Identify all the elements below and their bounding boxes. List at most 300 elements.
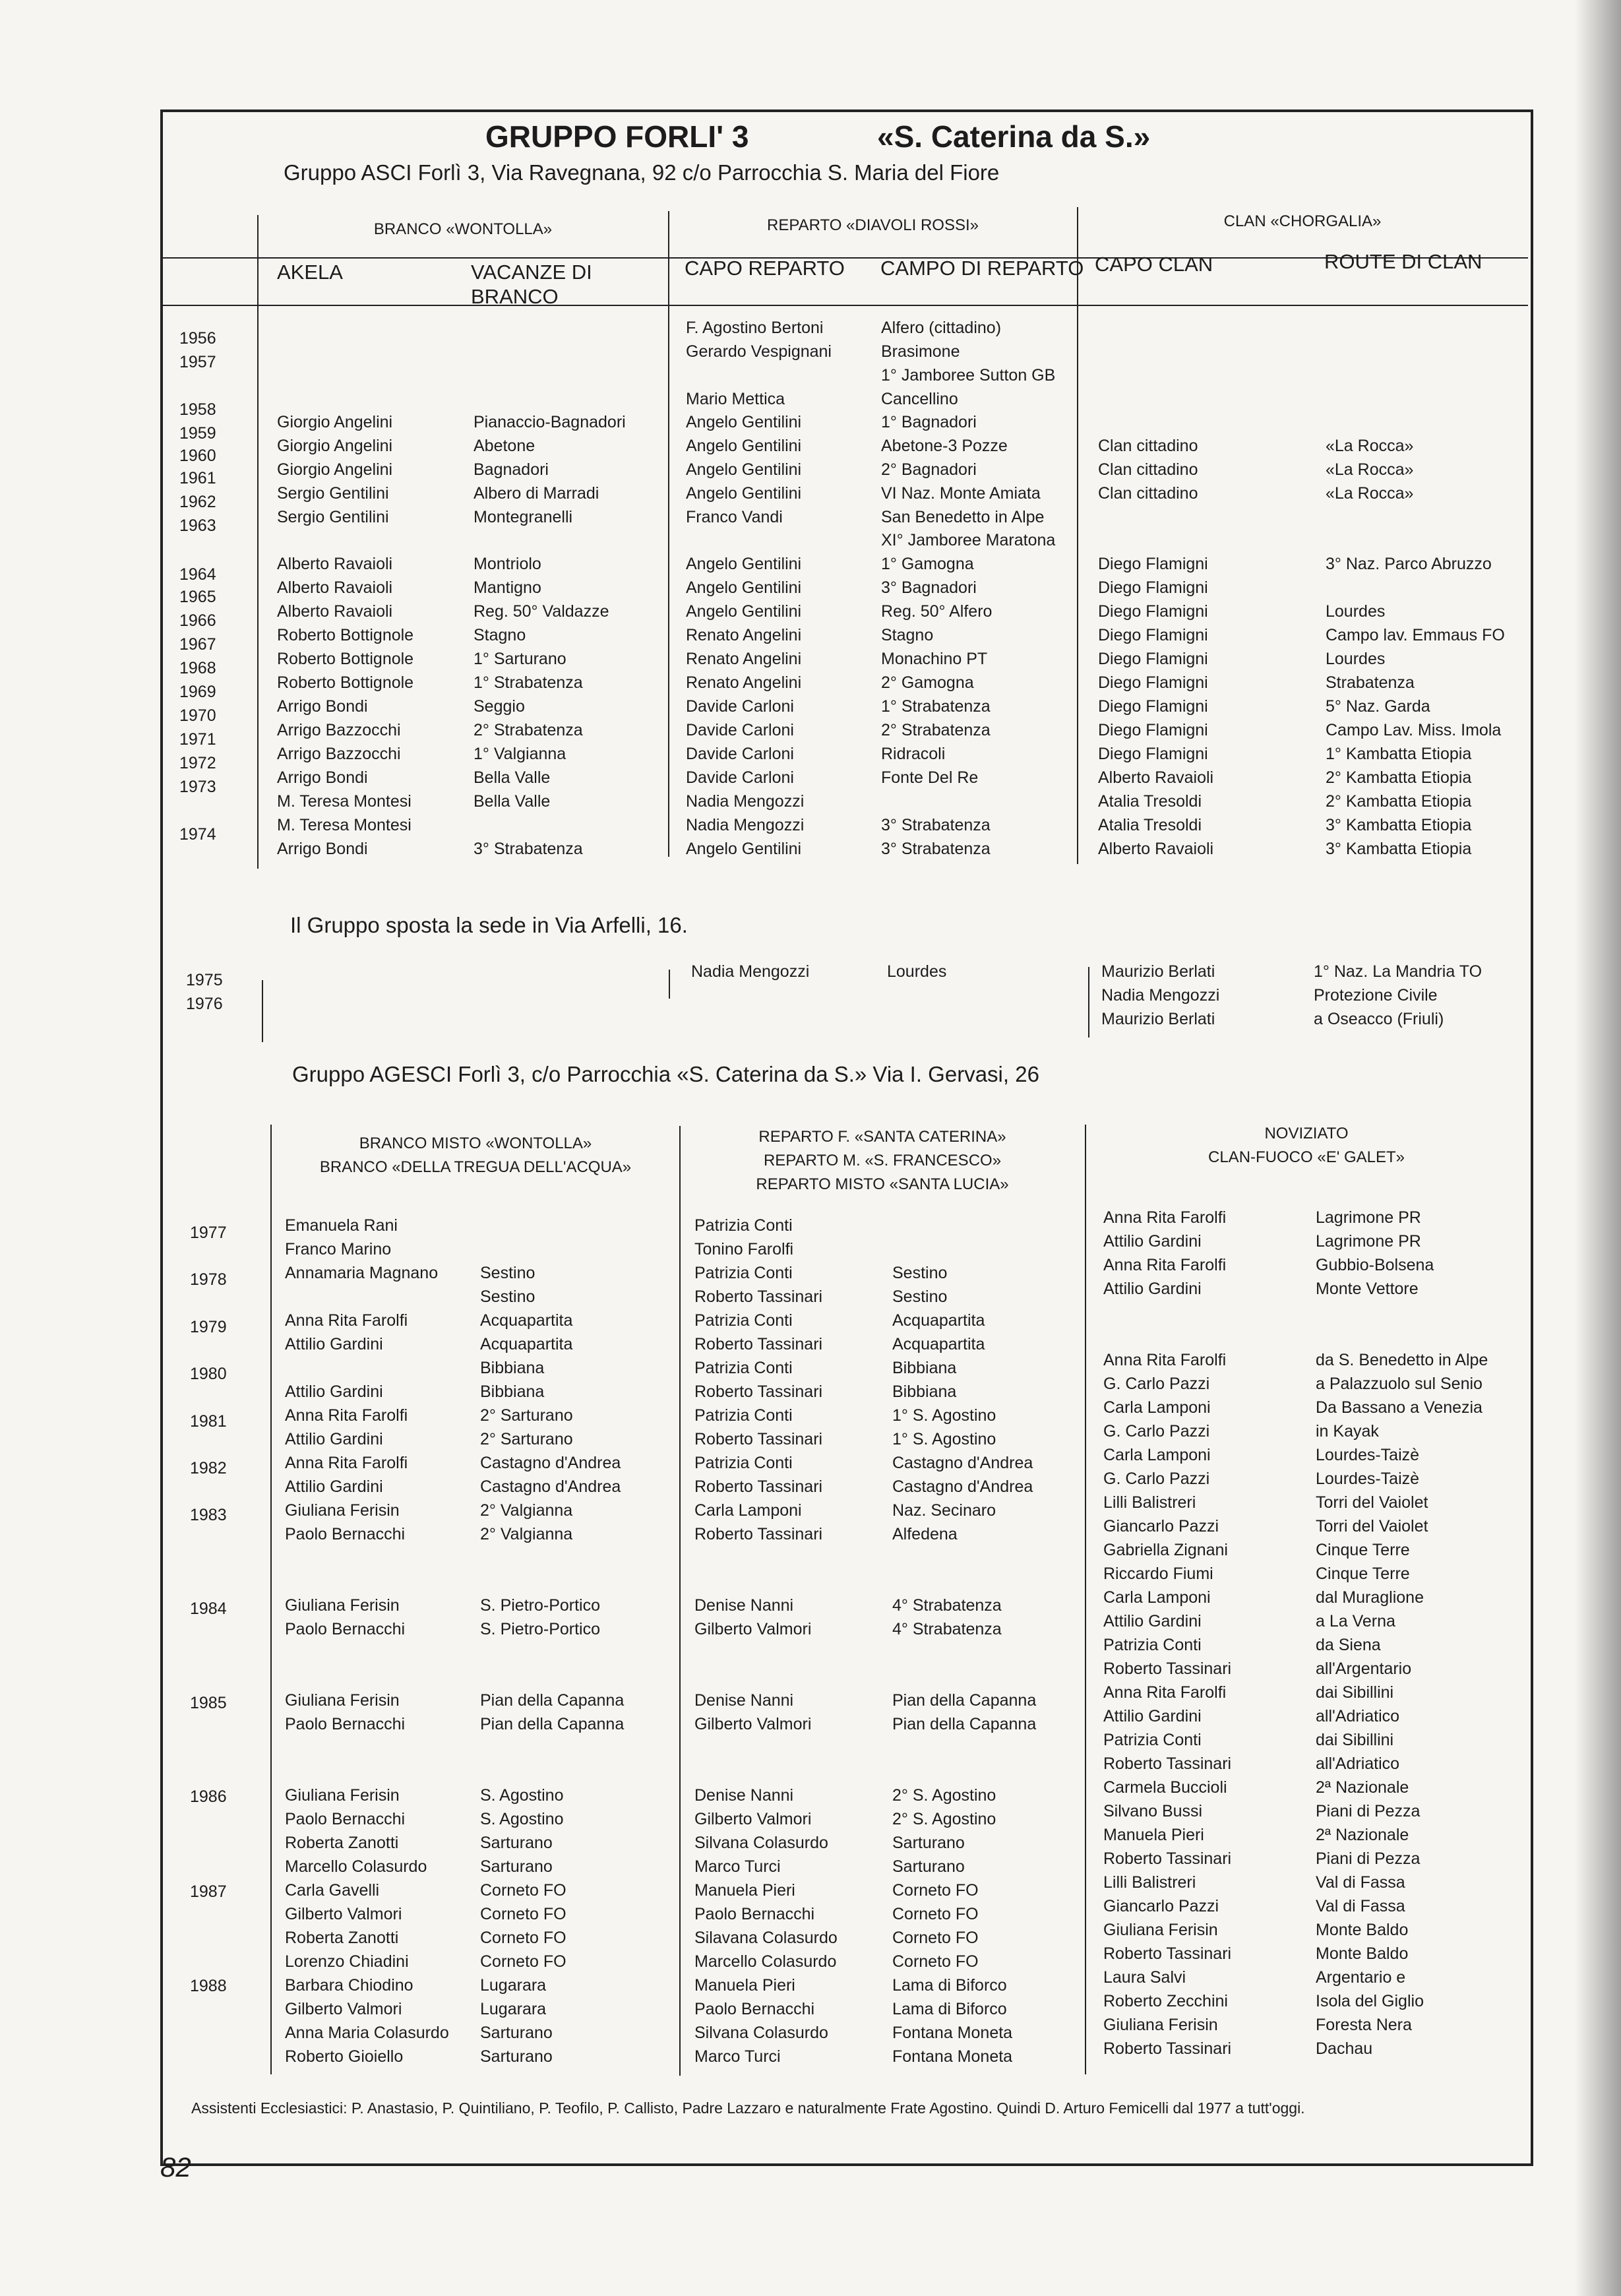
group-heading-line: BRANCO MISTO «WONTOLLA»	[359, 1134, 592, 1152]
footnote-assistenti: Assistenti Ecclesiastici: P. Anastasio, P. Quintiliano, P. Teofilo, P. Callisto, Padre Lazzaro e naturalmente Frate Agostino. Quindi D. Arturo Femicelli dal 1977 a tutt'oggi.	[191, 2099, 1305, 2117]
camp-location: Castagno d'Andrea	[892, 1477, 1033, 1496]
camp-location: 2° Strabatenza	[881, 721, 991, 739]
camp-location: 1° Sarturano	[474, 650, 566, 668]
leader-name: Roberto Tassinari	[1103, 2039, 1232, 2058]
route-location: Monte Vettore	[1316, 1280, 1419, 1298]
leader-name: Denise Nanni	[694, 1596, 794, 1615]
route-location: Lourdes	[1326, 650, 1386, 668]
leader-name: Barbara Chiodino	[285, 1976, 413, 1995]
route-location: Campo lav. Emmaus FO	[1326, 626, 1505, 644]
leader-name: Giorgio Angelini	[277, 437, 393, 455]
camp-location: Pian della Capanna	[892, 1691, 1037, 1710]
route-location: Val di Fassa	[1316, 1897, 1405, 1915]
camp-location: Castagno d'Andrea	[480, 1454, 621, 1472]
year-label: 1959	[179, 424, 216, 443]
leader-name: Denise Nanni	[694, 1786, 794, 1805]
camp-location: Abetone-3 Pozze	[881, 437, 1008, 455]
group-heading-line: NOVIZIATO	[1264, 1125, 1349, 1142]
col-vacanze-branco: BRANCO	[471, 285, 559, 308]
camp-location: 3° Strabatenza	[474, 840, 583, 858]
camp-location: 2° S. Agostino	[892, 1786, 996, 1805]
leader-name: G. Carlo Pazzi	[1103, 1422, 1210, 1441]
route-location: Lourdes	[1326, 602, 1386, 621]
route-location: Dachau	[1316, 2039, 1373, 2058]
camp-location: Alfedena	[892, 1525, 958, 1543]
camp-location: Corneto FO	[892, 1929, 979, 1947]
col-capo-clan: CAPO CLAN	[1095, 253, 1213, 276]
leader-name: Diego Flamigni	[1098, 555, 1208, 573]
leader-name: Atalia Tresoldi	[1098, 816, 1202, 834]
leader-name: Attilio Gardini	[1103, 1232, 1202, 1251]
route-location: 1° Naz. La Mandria TO	[1314, 962, 1483, 981]
col-divider	[669, 970, 670, 999]
leader-name: Franco Vandi	[686, 508, 783, 526]
camp-location: Brasimone	[881, 342, 960, 361]
col-vacanze: VACANZE DI	[471, 261, 592, 284]
year-label: 1985	[190, 1694, 227, 1712]
camp-location: Monachino PT	[881, 650, 988, 668]
year-label: 1973	[179, 778, 216, 796]
leader-name: Alberto Ravaioli	[1098, 768, 1214, 787]
camp-location: Acquapartita	[480, 1335, 573, 1353]
camp-location: Acquapartita	[480, 1311, 573, 1330]
col-divider	[262, 980, 263, 1042]
camp-location: Sestino	[892, 1264, 948, 1282]
route-location: a Oseacco (Friuli)	[1314, 1010, 1444, 1028]
leader-name: Giuliana Ferisin	[285, 1786, 400, 1805]
leader-name: Giorgio Angelini	[277, 413, 393, 431]
leader-name: Roberto Zecchini	[1103, 1992, 1228, 2010]
leader-name: Roberto Bottignole	[277, 626, 414, 644]
camp-location: S. Pietro-Portico	[480, 1620, 601, 1638]
leader-name: Diego Flamigni	[1098, 673, 1208, 692]
leader-name: Renato Angelini	[686, 673, 802, 692]
col-divider	[679, 1126, 681, 2076]
route-location: a La Verna	[1316, 1612, 1395, 1630]
leader-name: Silvana Colasurdo	[694, 1834, 828, 1852]
leader-name: Gabriella Zignani	[1103, 1541, 1228, 1559]
route-location: 3° Kambatta Etiopia	[1326, 816, 1472, 834]
year-label: 1969	[179, 683, 216, 701]
leader-name: Arrigo Bondi	[277, 840, 368, 858]
route-location: «La Rocca»	[1326, 460, 1414, 479]
route-location: Val di Fassa	[1316, 1873, 1405, 1892]
route-location: Protezione Civile	[1314, 986, 1438, 1005]
year-label: 1982	[190, 1459, 227, 1477]
year-label: 1987	[190, 1882, 227, 1901]
leader-name: G. Carlo Pazzi	[1103, 1375, 1210, 1393]
leader-name: Patrizia Conti	[694, 1264, 793, 1282]
route-location: Cinque Terre	[1316, 1565, 1410, 1583]
leader-name: Arrigo Bazzocchi	[277, 721, 401, 739]
route-location: Lourdes-Taizè	[1316, 1470, 1420, 1488]
leader-name: Angelo Gentilini	[686, 437, 802, 455]
leader-name: Manuela Pieri	[694, 1976, 795, 1995]
leader-name: Marco Turci	[694, 2047, 781, 2066]
camp-location: 2° Bagnadori	[881, 460, 977, 479]
route-location: Lourdes-Taizè	[1316, 1446, 1420, 1464]
camp-location: Sestino	[480, 1288, 535, 1306]
leader-name: Paolo Bernacchi	[285, 1525, 406, 1543]
page-edge-shadow	[1575, 0, 1621, 2296]
leader-name: Attilio Gardini	[1103, 1612, 1202, 1630]
leader-name: Patrizia Conti	[694, 1406, 793, 1425]
camp-location: 4° Strabatenza	[892, 1620, 1002, 1638]
camp-location: 1° S. Agostino	[892, 1430, 996, 1448]
leader-name: Angelo Gentilini	[686, 555, 802, 573]
leader-name: Patrizia Conti	[1103, 1731, 1202, 1749]
leader-name: Patrizia Conti	[694, 1359, 793, 1377]
leader-name: Emanuela Rani	[285, 1216, 398, 1235]
route-location: Strabatenza	[1326, 673, 1415, 692]
camp-location: 3° Strabatenza	[881, 816, 991, 834]
leader-name: Diego Flamigni	[1098, 745, 1208, 763]
leader-name: Angelo Gentilini	[686, 602, 802, 621]
route-location: all'Adriatico	[1316, 1754, 1400, 1773]
leader-name: Denise Nanni	[694, 1691, 794, 1710]
leader-name: Arrigo Bondi	[277, 697, 368, 716]
year-label: 1963	[179, 516, 216, 535]
camp-location: Alfero (cittadino)	[881, 319, 1002, 337]
camp-location: Naz. Secinaro	[892, 1501, 996, 1520]
route-location: «La Rocca»	[1326, 437, 1414, 455]
camp-location: S. Pietro-Portico	[480, 1596, 601, 1615]
col-divider	[1085, 1125, 1086, 2074]
leader-name: Roberto Tassinari	[694, 1430, 823, 1448]
year-label: 1979	[190, 1318, 227, 1336]
camp-location: 1° Strabatenza	[474, 673, 583, 692]
camp-location: Corneto FO	[892, 1881, 979, 1900]
page-number: 82	[160, 2152, 191, 2183]
camp-location: Stagno	[881, 626, 934, 644]
leader-name: Patrizia Conti	[1103, 1636, 1202, 1654]
leader-name: Patrizia Conti	[694, 1311, 793, 1330]
group-heading-line: CLAN-FUOCO «E' GALET»	[1208, 1148, 1405, 1166]
year-label: 1986	[190, 1787, 227, 1806]
group-heading-line: REPARTO M. «S. FRANCESCO»	[763, 1152, 1002, 1169]
col-campo-reparto: CAMPO DI REPARTO	[880, 257, 1084, 280]
leader-name: Roberto Tassinari	[694, 1477, 823, 1496]
route-location: dai Sibillini	[1316, 1731, 1394, 1749]
leader-name: Attilio Gardini	[285, 1430, 383, 1448]
leader-name: Giuliana Ferisin	[1103, 1921, 1218, 1939]
camp-location: 1° Bagnadori	[881, 413, 977, 431]
leader-name: Riccardo Fiumi	[1103, 1565, 1213, 1583]
leader-name: Anna Rita Farolfi	[285, 1454, 408, 1472]
leader-name: Manuela Pieri	[694, 1881, 795, 1900]
group-heading-line: REPARTO MISTO «SANTA LUCIA»	[756, 1175, 1009, 1193]
leader-name: Roberto Gioiello	[285, 2047, 404, 2066]
leader-name: Carla Gavelli	[285, 1881, 380, 1900]
route-location: 3° Kambatta Etiopia	[1326, 840, 1472, 858]
leader-name: Silvano Bussi	[1103, 1802, 1203, 1820]
year-label: 1964	[179, 565, 216, 584]
camp-location: Montegranelli	[474, 508, 573, 526]
camp-location: Lugarara	[480, 2000, 547, 2018]
year-label: 1956	[179, 329, 216, 348]
year-label: 1958	[179, 400, 216, 419]
camp-location: Albero di Marradi	[474, 484, 599, 503]
leader-name: Anna Rita Farolfi	[1103, 1351, 1227, 1369]
camp-location: Abetone	[474, 437, 535, 455]
year-label: 1960	[179, 447, 216, 465]
leader-name: Carla Lamponi	[694, 1501, 802, 1520]
year-label: 1984	[190, 1599, 227, 1618]
route-location: 2° Kambatta Etiopia	[1326, 768, 1472, 787]
col-akela: AKELA	[277, 261, 343, 284]
leader-name: Annamaria Magnano	[285, 1264, 439, 1282]
year-label: 1962	[179, 493, 216, 511]
year-label: 1971	[179, 730, 216, 749]
camp-location: Seggio	[474, 697, 525, 716]
leader-name: Arrigo Bondi	[277, 768, 368, 787]
camp-location: S. Agostino	[480, 1786, 564, 1805]
camp-location: Sarturano	[892, 1834, 965, 1852]
camp-location: Sarturano	[480, 1834, 553, 1852]
camp-location: Sestino	[480, 1264, 535, 1282]
camp-location: San Benedetto in Alpe	[881, 508, 1045, 526]
year-label: 1978	[190, 1270, 227, 1289]
camp-location: Bella Valle	[474, 768, 551, 787]
leader-name: Patrizia Conti	[694, 1454, 793, 1472]
col-divider	[1077, 307, 1078, 864]
camp-location: 2° Sarturano	[480, 1430, 573, 1448]
leader-name: Renato Angelini	[686, 626, 802, 644]
camp-location: Lugarara	[480, 1976, 547, 1995]
camp-location: 3° Strabatenza	[881, 840, 991, 858]
route-location: dai Sibillini	[1316, 1683, 1394, 1702]
leader-name: Diego Flamigni	[1098, 578, 1208, 597]
year-label: 1965	[179, 588, 216, 606]
camp-location: Bella Valle	[474, 792, 551, 811]
header-rule	[163, 257, 1528, 259]
route-location: 1° Kambatta Etiopia	[1326, 745, 1472, 763]
leader-name: Sergio Gentilini	[277, 484, 389, 503]
route-location: Torri del Vaiolet	[1316, 1493, 1428, 1512]
leader-name: Giuliana Ferisin	[285, 1596, 400, 1615]
leader-name: Marcello Colasurdo	[285, 1857, 427, 1876]
camp-location: Pian della Capanna	[480, 1715, 625, 1733]
leader-name: Carla Lamponi	[1103, 1398, 1211, 1417]
route-location: Campo Lav. Miss. Imola	[1326, 721, 1502, 739]
camp-location: Bibbiana	[480, 1382, 545, 1401]
camp-location: VI Naz. Monte Amiata	[881, 484, 1041, 503]
leader-name: Franco Marino	[285, 1240, 392, 1258]
camp-location: 1° Valgianna	[474, 745, 566, 763]
leader-name: Clan cittadino	[1098, 437, 1198, 455]
leader-name: F. Agostino Bertoni	[686, 319, 824, 337]
camp-location: Acquapartita	[892, 1311, 985, 1330]
leader-name: Gilberto Valmori	[285, 2000, 402, 2018]
camp-location: Lama di Biforco	[892, 1976, 1007, 1995]
leader-name: Nadia Mengozzi	[1101, 986, 1220, 1005]
camp-location: Acquapartita	[892, 1335, 985, 1353]
camp-location: Ridracoli	[881, 745, 946, 763]
camp-location: Pian della Capanna	[480, 1691, 625, 1710]
leader-name: Paolo Bernacchi	[694, 1905, 815, 1923]
page-title-saint: «S. Caterina da S.»	[877, 119, 1151, 154]
leader-name: Alberto Ravaioli	[277, 578, 393, 597]
leader-name: Roberta Zanotti	[285, 1834, 399, 1852]
camp-location: Corneto FO	[892, 1952, 979, 1971]
leader-name: Anna Maria Colasurdo	[285, 2024, 449, 2042]
header-rule-bottom	[163, 305, 1528, 306]
camp-location: Corneto FO	[480, 1881, 566, 1900]
leader-name: Roberto Tassinari	[694, 1335, 823, 1353]
leader-name: Gilberto Valmori	[694, 1715, 812, 1733]
route-location: 2° Kambatta Etiopia	[1326, 792, 1472, 811]
year-label: 1977	[190, 1224, 227, 1242]
leader-name: Diego Flamigni	[1098, 650, 1208, 668]
route-location: Monte Baldo	[1316, 1944, 1409, 1963]
leader-name: Giorgio Angelini	[277, 460, 393, 479]
camp-location: Bibbiana	[480, 1359, 545, 1377]
route-location: a Palazzuolo sul Senio	[1316, 1375, 1483, 1393]
camp-location: Mantigno	[474, 578, 541, 597]
leader-name: Nadia Mengozzi	[686, 792, 805, 811]
group-reparto-diavoli-rossi: REPARTO «DIAVOLI ROSSI»	[767, 216, 979, 234]
leader-name: Angelo Gentilini	[686, 840, 802, 858]
camp-location: Montriolo	[474, 555, 541, 573]
leader-name: Davide Carloni	[686, 697, 794, 716]
camp-location: 2° Valgianna	[480, 1525, 573, 1543]
route-location: Piani di Pezza	[1316, 1802, 1421, 1820]
col-divider	[270, 1125, 272, 2074]
leader-name: Marcello Colasurdo	[694, 1952, 837, 1971]
col-route-clan: ROUTE DI CLAN	[1324, 250, 1483, 273]
camp-location: Fontana Moneta	[892, 2047, 1013, 2066]
route-location: Da Bassano a Venezia	[1316, 1398, 1483, 1417]
leader-name: Roberto Tassinari	[694, 1525, 823, 1543]
leader-name: Marco Turci	[694, 1857, 781, 1876]
camp-location: Lama di Biforco	[892, 2000, 1007, 2018]
route-location: all'Adriatico	[1316, 1707, 1400, 1725]
leader-name: Silvana Colasurdo	[694, 2024, 828, 2042]
year-label: 1975	[186, 971, 223, 989]
camp-location: Corneto FO	[480, 1929, 566, 1947]
camp-location: Sarturano	[480, 2047, 553, 2066]
year-label: 1983	[190, 1506, 227, 1524]
route-location: 5° Naz. Garda	[1326, 697, 1430, 716]
route-location: da S. Benedetto in Alpe	[1316, 1351, 1488, 1369]
camp-location: Sarturano	[480, 1857, 553, 1876]
leader-name: Arrigo Bazzocchi	[277, 745, 401, 763]
camp-location: Bibbiana	[892, 1382, 957, 1401]
leader-name: Roberto Tassinari	[694, 1288, 823, 1306]
leader-name: Laura Salvi	[1103, 1968, 1186, 1987]
year-label: 1966	[179, 611, 216, 630]
leader-name: M. Teresa Montesi	[277, 792, 412, 811]
leader-name: Diego Flamigni	[1098, 602, 1208, 621]
camp-location: Castagno d'Andrea	[480, 1477, 621, 1496]
leader-name: Nadia Mengozzi	[691, 962, 810, 981]
leader-name: Manuela Pieri	[1103, 1826, 1204, 1844]
route-location: da Siena	[1316, 1636, 1381, 1654]
camp-location: 2° Strabatenza	[474, 721, 583, 739]
leader-name: Roberto Bottignole	[277, 673, 414, 692]
year-label: 1967	[179, 635, 216, 654]
leader-name: Anna Rita Farolfi	[1103, 1256, 1227, 1274]
leader-name: Maurizio Berlati	[1101, 962, 1215, 981]
route-location: Monte Baldo	[1316, 1921, 1409, 1939]
camp-location: Corneto FO	[892, 1905, 979, 1923]
col-divider	[257, 307, 259, 869]
leader-name: Alberto Ravaioli	[277, 555, 393, 573]
year-label: 1961	[179, 469, 216, 487]
leader-name: Giuliana Ferisin	[1103, 2016, 1218, 2034]
leader-name: Diego Flamigni	[1098, 721, 1208, 739]
leader-name: Carla Lamponi	[1103, 1588, 1211, 1607]
route-location: 2ª Nazionale	[1316, 1778, 1409, 1797]
leader-name: Angelo Gentilini	[686, 460, 802, 479]
route-location: Piani di Pezza	[1316, 1849, 1421, 1868]
camp-location: Castagno d'Andrea	[892, 1454, 1033, 1472]
year-label: 1981	[190, 1412, 227, 1431]
section-note-sede: Il Gruppo sposta la sede in Via Arfelli, 16.	[290, 913, 688, 937]
camp-location: Sestino	[892, 1288, 948, 1306]
camp-location: 2° Gamogna	[881, 673, 974, 692]
leader-name: Anna Rita Farolfi	[285, 1311, 408, 1330]
leader-name: Renato Angelini	[686, 650, 802, 668]
year-label: 1957	[179, 353, 216, 371]
leader-name: Paolo Bernacchi	[694, 2000, 815, 2018]
route-location: «La Rocca»	[1326, 484, 1414, 503]
camp-location: Corneto FO	[480, 1905, 566, 1923]
col-capo-reparto: CAPO REPARTO	[685, 257, 845, 280]
camp-location: 1° Jamboree Sutton GB	[881, 366, 1056, 385]
year-label: 1970	[179, 706, 216, 725]
camp-location: 4° Strabatenza	[892, 1596, 1002, 1615]
camp-location: 3° Bagnadori	[881, 578, 977, 597]
camp-location: Bibbiana	[892, 1359, 957, 1377]
camp-location: Bagnadori	[474, 460, 549, 479]
leader-name: Alberto Ravaioli	[277, 602, 393, 621]
camp-location: S. Agostino	[480, 1810, 564, 1828]
col-divider	[668, 307, 669, 857]
leader-name: Anna Rita Farolfi	[285, 1406, 408, 1425]
group-heading-line: BRANCO «DELLA TREGUA DELL'ACQUA»	[319, 1158, 632, 1176]
camp-location: 1° Gamogna	[881, 555, 974, 573]
leader-name: Carla Lamponi	[1103, 1446, 1211, 1464]
camp-location: Sarturano	[480, 2024, 553, 2042]
route-location: Cinque Terre	[1316, 1541, 1410, 1559]
route-location: Lagrimone PR	[1316, 1232, 1421, 1251]
leader-name: Roberto Tassinari	[1103, 1754, 1232, 1773]
camp-location: Pianaccio-Bagnadori	[474, 413, 626, 431]
camp-location: 2° S. Agostino	[892, 1810, 996, 1828]
camp-location: 2° Valgianna	[480, 1501, 573, 1520]
route-location: Gubbio-Bolsena	[1316, 1256, 1434, 1274]
camp-location: XI° Jamboree Maratona	[881, 531, 1056, 549]
leader-name: Roberto Tassinari	[1103, 1849, 1232, 1868]
group-heading-line: REPARTO F. «SANTA CATERINA»	[758, 1128, 1006, 1146]
route-location: 3° Naz. Parco Abruzzo	[1326, 555, 1492, 573]
leader-name: Diego Flamigni	[1098, 697, 1208, 716]
leader-name: Angelo Gentilini	[686, 484, 802, 503]
camp-location: 2° Sarturano	[480, 1406, 573, 1425]
leader-name: Paolo Bernacchi	[285, 1810, 406, 1828]
year-label: 1972	[179, 754, 216, 772]
year-label: 1976	[186, 995, 223, 1013]
leader-name: Anna Rita Farolfi	[1103, 1208, 1227, 1227]
camp-location: 1° S. Agostino	[892, 1406, 996, 1425]
leader-name: M. Teresa Montesi	[277, 816, 412, 834]
leader-name: Diego Flamigni	[1098, 626, 1208, 644]
leader-name: Roberto Tassinari	[1103, 1660, 1232, 1678]
route-location: 2ª Nazionale	[1316, 1826, 1409, 1844]
leader-name: Attilio Gardini	[1103, 1707, 1202, 1725]
leader-name: Clan cittadino	[1098, 484, 1198, 503]
